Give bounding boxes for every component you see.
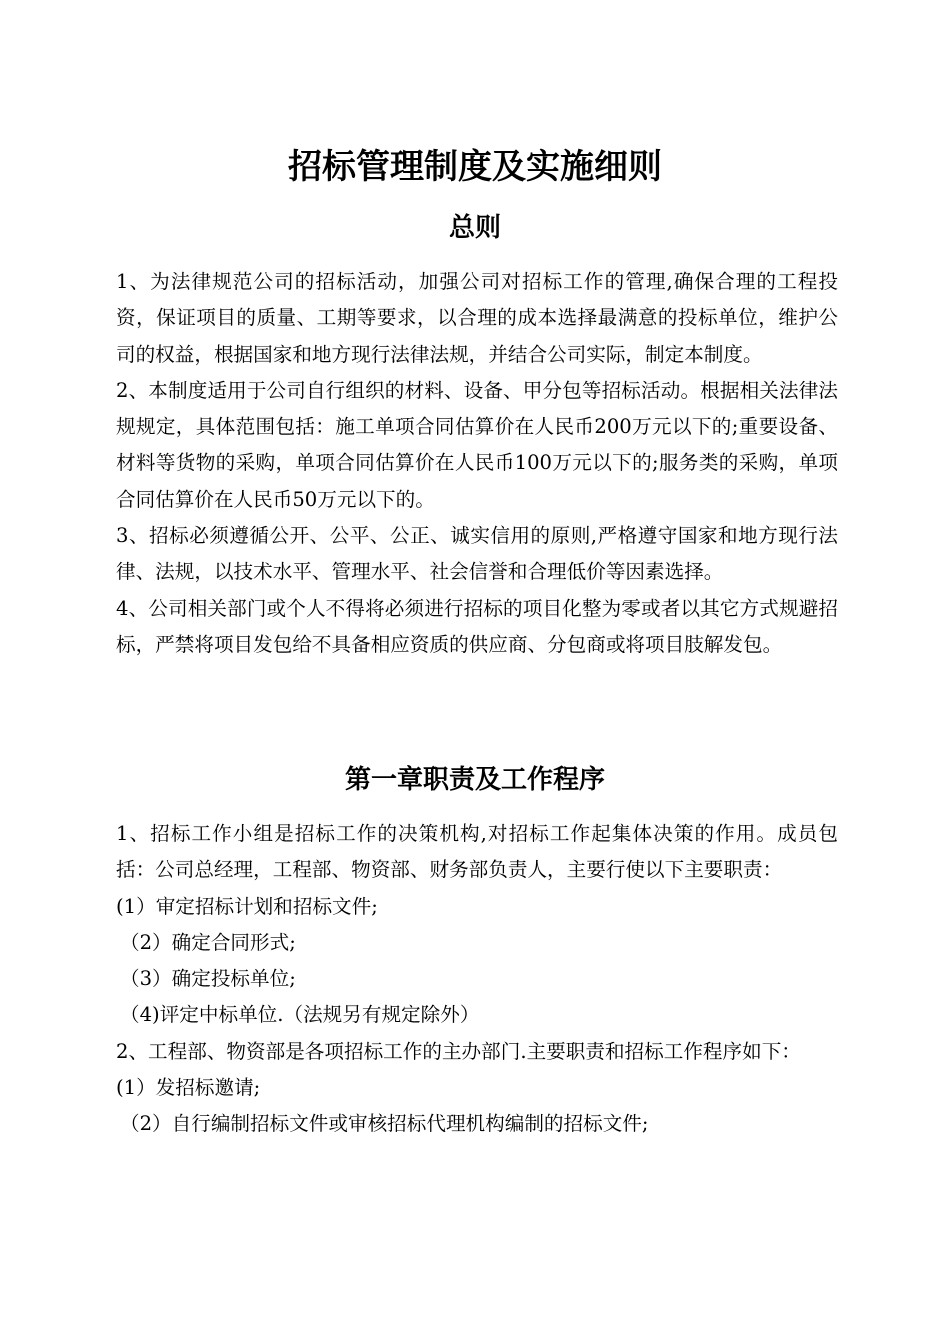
section-heading-chapter-1: 第一章职责及工作程序 [344, 765, 605, 795]
general-paragraph-1: 1、为法律规范公司的招标活动，加强公司对招标工作的管理,确保合理的工程投资，保证项目的质量、工期等要求，以合理的成本选择最满意的投标单位，维护公司的权益，根据国家和地方现行法律法规，并结合公司实际，制定本制度。 [116, 270, 838, 366]
chapter-1-item-1-sub-1: (1）审定招标计划和招标文件; [116, 894, 378, 918]
chapter-1-item-2: 2、工程部、物资部是各项招标工作的主办部门.主要职责和招标工作程序如下： [116, 1039, 801, 1063]
chapter-1-item-1-sub-2: （2）确定合同形式; [120, 930, 296, 954]
chapter-1-item-1-sub-3: （3）确定投标单位; [120, 967, 296, 991]
general-paragraph-4: 4、公司相关部门或个人不得将必须进行招标的项目化整为零或者以其它方式规避招标，严禁将项目发包给不具备相应资质的供应商、分包商或将项目肢解发包。 [116, 596, 838, 656]
chapter-1-item-2-sub-2: （2）自行编制招标文件或审核招标代理机构编制的招标文件; [120, 1112, 649, 1136]
general-paragraph-2: 2、本制度适用于公司自行组织的材料、设备、甲分包等招标活动。根据相关法律法规规定，具体范围包括：施工单项合同估算价在人民币200万元以下的;重要设备、材料等货物的采购，单项合同估算价在人民币100万元以下的;服务类的采购，单项合同估算价在人民币50万元以下的。 [116, 378, 838, 511]
section-heading-general: 总则 [448, 213, 501, 243]
document-title: 招标管理制度及实施细则 [288, 147, 662, 187]
chapter-1-item-1-sub-4: （4)评定中标单位.（法规另有规定除外） [120, 1003, 480, 1027]
chapter-1-item-2-sub-1: (1）发招标邀请; [116, 1076, 261, 1100]
chapter-1-item-1: 1、招标工作小组是招标工作的决策机构,对招标工作起集体决策的作用。成员包括：公司总经理，工程部、物资部、财务部负责人，主要行使以下主要职责： [116, 822, 838, 882]
chapter-1-body [116, 816, 838, 1143]
general-section-body [116, 264, 838, 663]
general-paragraph-3: 3、招标必须遵循公开、公平、公正、诚实信用的原则,严格遵守国家和地方现行法律、法规，以技术水平、管理水平、社会信誉和合理低价等因素选择。 [116, 524, 838, 584]
